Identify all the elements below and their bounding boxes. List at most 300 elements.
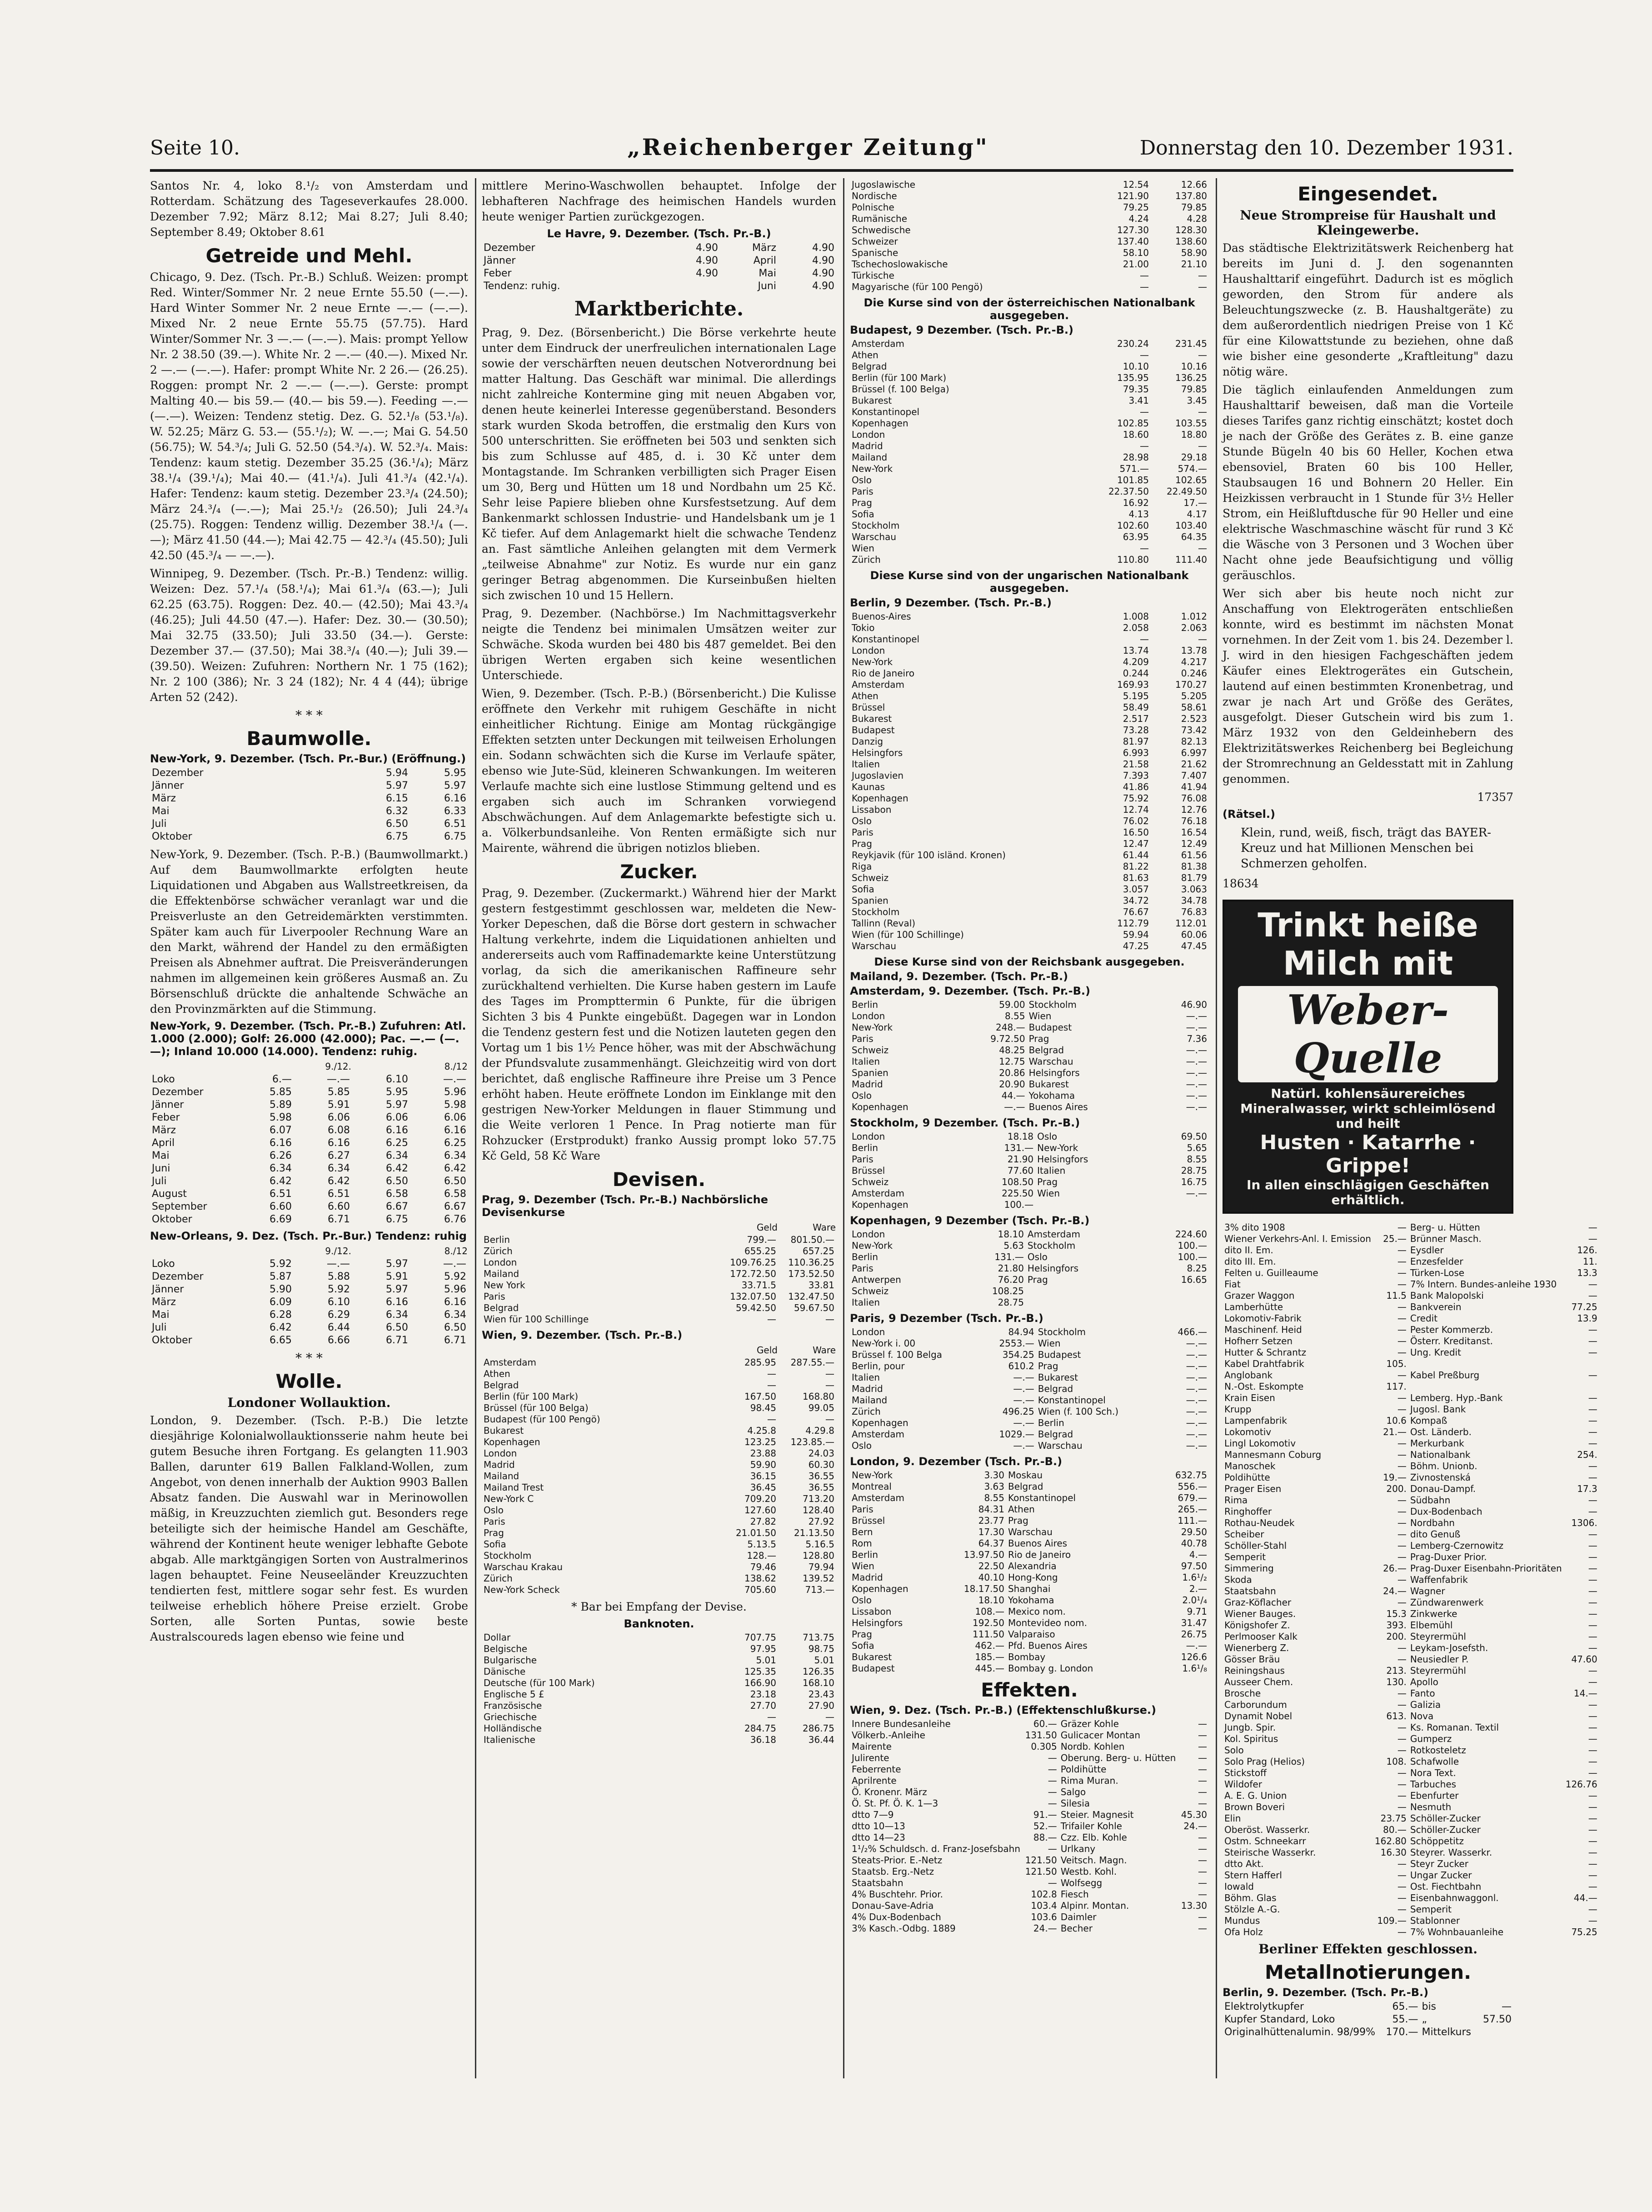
table-row <box>1223 1347 1599 1358</box>
table-cell <box>662 280 720 293</box>
table-cell: — <box>1588 1642 1597 1653</box>
table-cell: 6.71 <box>386 1335 408 1346</box>
table-cell: Rio de Janeiro <box>1008 1549 1071 1560</box>
table-cell: — <box>1048 1798 1057 1809</box>
top-rates-table <box>850 179 1209 293</box>
table-row <box>1223 1847 1599 1858</box>
table-cell: 132.07.50 <box>730 1291 776 1302</box>
table-cell: 6.42 <box>386 1163 408 1174</box>
table-cell: Berlin <box>852 1251 878 1262</box>
table-cell: Steats-Prior. E.-Netz <box>852 1855 943 1866</box>
table-cell: 102.60 <box>1117 520 1149 531</box>
table-cell: 17.— <box>1183 497 1207 508</box>
table-cell: Rotkosteletz <box>1410 1745 1466 1756</box>
table-row <box>1223 1301 1599 1313</box>
table-cell: — <box>1397 1529 1407 1540</box>
table-cell: 16.30 <box>1380 1847 1407 1858</box>
table-cell: Brüssel (für 100 Belga) <box>484 1402 589 1413</box>
table-row <box>850 247 1209 259</box>
table-row <box>850 486 1209 497</box>
table-cell: 5.13.5 <box>747 1539 776 1550</box>
table-cell: 81.63 <box>1123 872 1149 883</box>
table-cell: 6.993 <box>1123 747 1149 758</box>
table-cell: 632.75 <box>1175 1470 1207 1481</box>
table-cell: Mairente <box>852 1741 892 1752</box>
table-cell: 16.75 <box>1181 1176 1207 1187</box>
table-cell: 6.66 <box>328 1335 350 1346</box>
havre-head: Le Havre, 9. Dezember. (Tsch. Pr.-B.) <box>547 227 771 240</box>
table-cell: 6.997 <box>1181 747 1207 758</box>
table-cell: 445.— <box>975 1663 1004 1674</box>
table-cell: Alexandria <box>1008 1561 1057 1571</box>
table-row <box>150 792 468 805</box>
table-cell: 6.08 <box>328 1125 350 1136</box>
table-cell: 705.60 <box>744 1584 776 1595</box>
table-row <box>150 1201 468 1213</box>
table-row <box>1223 1870 1599 1881</box>
table-cell: Feber <box>484 268 512 279</box>
table-cell: Wien <box>1037 1188 1060 1199</box>
table-cell: Wien <box>852 1561 874 1571</box>
table-cell: 80.— <box>1383 1824 1407 1835</box>
table-cell: Kopenhagen <box>852 1583 908 1594</box>
table-cell: 6.50 <box>386 818 408 830</box>
table-cell: 110.80 <box>1117 554 1149 565</box>
table-cell: — <box>1588 1279 1597 1290</box>
table-cell: Belgrad <box>1038 1383 1073 1394</box>
table-cell: New York <box>484 1280 525 1291</box>
table-cell: Buenos Aires <box>1028 1101 1088 1112</box>
table-cell: 713.20 <box>803 1493 834 1504</box>
table-cell: 4% Dux-Bodenbach <box>852 1912 941 1922</box>
table-cell: 5.87 <box>270 1271 292 1282</box>
table-cell: Berg- u. Hütten <box>1410 1222 1480 1233</box>
table-cell: 5.97 <box>386 1258 408 1270</box>
table-cell: 12.76 <box>1181 804 1207 815</box>
table-cell: 21.90 <box>1007 1154 1034 1165</box>
table-row <box>850 1090 1209 1101</box>
prag-afterhours: Prag, 9. Dezember. (Nachbörse.) Im Nachmittagsverkehr neigte die Tendenz bei minimalen Umsätzen weiter zur Schwäche. Skoda wurden bei 480 bis 487 gemeldet. Bei den übrigen Werten ergaben sich keine wesentlichen Unterschiede. <box>482 607 836 682</box>
table-cell: 15.3 <box>1386 1608 1407 1619</box>
table-row <box>482 1573 836 1584</box>
table-row <box>482 1234 836 1246</box>
table-cell: 393. <box>1386 1620 1407 1631</box>
table-row <box>850 1798 1209 1809</box>
metal-heading: Metallnotierungen. <box>1264 1961 1472 1983</box>
column-1 <box>150 178 468 2087</box>
table-cell: Perlmooser Kalk <box>1224 1631 1298 1642</box>
strom-p3: Wer sich aber bis heute noch nicht zur Anschaffung von Elektrogeräten entschließen konnte, wird es bestimmt im nächsten Monat vornehmen. In der Zeit vom 1. bis 24. Dezember l. J. wird in den hiesigen Fachgeschäften jedem Käufer eines Elektrogerätes ein Gutschein, lautend auf einen bestimmten Kronenbetrag, und zwar je nach Art und Größe des Gerätes, ausgefolgt. Dieser Gutschein wird bis zum 1. März 1932 von den Geldeinhebern des Elektrizitätswerkes Reichenberg bei Begleichung der Stromrechnung an Geldesstatt mit in Zahlung genommen. <box>1223 587 1513 786</box>
table-row <box>1223 1529 1599 1540</box>
table-cell: 21.58 <box>1123 759 1149 770</box>
table-row <box>1223 1688 1599 1699</box>
table-cell: April <box>152 1137 175 1149</box>
table-row <box>1223 1540 1599 1551</box>
table-row <box>1223 1290 1599 1301</box>
table-row <box>150 1271 468 1283</box>
table-row <box>850 1045 1209 1056</box>
table-cell: Österr. Kreditanst. <box>1410 1336 1493 1346</box>
table-row <box>850 941 1209 952</box>
column-divider <box>475 178 476 2078</box>
table-row <box>150 1258 468 1271</box>
table-cell: 79.46 <box>750 1561 776 1572</box>
table-row <box>482 1268 836 1280</box>
table-cell: Jungb. Spir. <box>1224 1722 1276 1733</box>
table-cell: — <box>1588 1495 1597 1506</box>
table-cell: — <box>1198 1843 1207 1854</box>
table-cell: Mailand <box>484 1268 519 1279</box>
table-cell: Ebenfurter <box>1410 1790 1459 1801</box>
table-cell: — <box>1588 1608 1597 1619</box>
ad-line: Husten · Katarrhe · Grippe! <box>1260 1131 1476 1177</box>
ad-number: 18634 <box>1223 877 1259 890</box>
table-row <box>150 1073 468 1086</box>
table-cell: 103.55 <box>1175 418 1207 429</box>
table-cell: 47.60 <box>1571 1654 1597 1665</box>
table-cell: Tarbuches <box>1410 1779 1457 1790</box>
table-cell: London <box>852 645 885 656</box>
table-row <box>150 1296 468 1309</box>
table-cell: 44.— <box>1573 1892 1597 1903</box>
table-cell: Brüssel <box>852 702 885 713</box>
table-cell: Bukarest <box>852 713 892 724</box>
table-row <box>482 1643 836 1655</box>
table-cell: Bukarest <box>1028 1079 1069 1090</box>
table-cell: Loko <box>152 1258 175 1270</box>
table-cell: 6.42 <box>328 1176 350 1187</box>
table-cell: 6.10 <box>386 1074 408 1085</box>
table-cell: Gumperz <box>1410 1733 1452 1744</box>
table-cell: — <box>1397 1506 1407 1517</box>
table-cell: 79.94 <box>808 1561 834 1572</box>
table-cell: — <box>1397 1722 1407 1733</box>
table-cell: — <box>1140 406 1149 417</box>
table-row <box>850 1912 1209 1923</box>
table-cell: 200. <box>1386 1483 1407 1494</box>
table-cell: Zürich <box>484 1246 513 1256</box>
table-cell: 100.— <box>1004 1199 1034 1210</box>
table-cell: Schöller-Stahl <box>1224 1540 1287 1551</box>
table-cell: 248.— <box>996 1022 1025 1033</box>
table-cell: 40.78 <box>1181 1538 1207 1549</box>
table-cell: Belgrad <box>1028 1045 1064 1056</box>
table-row <box>850 622 1209 634</box>
metal-head: Berlin, 9. Dezember. (Tsch. Pr.-B.) <box>1223 1986 1429 1999</box>
table-cell: — <box>1588 1813 1597 1824</box>
table-cell: Jänner <box>152 1099 184 1111</box>
table-cell: 13.30 <box>1181 1900 1207 1911</box>
table-cell: Magyarische (für 100 Pengö) <box>852 281 983 292</box>
table-cell: — <box>1198 1877 1207 1888</box>
table-cell: August <box>152 1188 187 1200</box>
table-cell: 5.97 <box>386 1099 408 1111</box>
table-cell: 7.36 <box>1187 1033 1207 1044</box>
table-cell: London <box>484 1257 517 1268</box>
table-cell: —.— <box>1186 1372 1207 1383</box>
table-cell: —.— <box>1186 1640 1207 1651</box>
strom-p1: Das städtische Elektrizitätswerk Reichenberg hat bereits im Juni d. J. den sogenannten Haushalttarif eingeführt. Dadurch ist es möglich geworden, den Strom für andere als Beleuchtungszwecke (z. B. Haushaltgeräte) zu dem außerordentlich niedrigen Preise von 1 Kč für eine Kilowattstunde zu beziehen, ohne daß wie bisher eine gesonderte „Kraftleitung" dazu nötig wäre. <box>1223 241 1513 378</box>
table-cell: — <box>1397 1745 1407 1756</box>
table-cell: 254. <box>1577 1449 1597 1460</box>
table-row <box>850 1651 1209 1663</box>
table-cell: Wien (f. 100 Sch.) <box>1038 1406 1119 1417</box>
effekten-heading: Effekten. <box>981 1679 1078 1701</box>
table-row <box>850 1067 1209 1079</box>
table-cell: 139.52 <box>803 1573 834 1584</box>
table-cell: Zinkwerke <box>1410 1608 1457 1619</box>
table-cell: — <box>1198 1855 1207 1866</box>
table-cell: 81.97 <box>1123 736 1149 747</box>
ny2-head: New-York, 9. Dezember. (Tsch. Pr.-B.) Zufuhren: Atl. 1.000 (2.000); Golf: 26.000 (42.000); Pac. —.— (—.—); Inland 10.000 (14.000). Tendenz: ruhig. <box>150 1020 466 1058</box>
table-cell: Bombay g. London <box>1008 1663 1093 1674</box>
table-row <box>150 818 468 831</box>
bud-table <box>850 338 1209 566</box>
table-cell: — <box>1397 1892 1407 1903</box>
table-cell: Konstantinopel <box>1038 1395 1106 1406</box>
masthead: „Reichenberger Zeitung" <box>627 134 989 160</box>
table-cell: Mittelkurs <box>1422 2027 1471 2038</box>
table-cell: Kabel Drahtfabrik <box>1224 1358 1304 1369</box>
table-cell: Fanto <box>1410 1688 1435 1699</box>
table-cell: 47.45 <box>1181 941 1207 951</box>
table-cell: Nordbahn <box>1410 1517 1455 1528</box>
table-row <box>850 759 1209 770</box>
table-cell: — <box>1140 350 1149 360</box>
table-cell: Kol. Spiritus <box>1224 1733 1278 1744</box>
column-4 <box>1223 178 1597 2087</box>
table-cell: Spanische <box>852 247 898 258</box>
ad-line: Natürl. kohlensäurereiches Mineralwasser, wirkt schleimlösend und heilt <box>1240 1086 1496 1131</box>
table-cell: — <box>1198 634 1207 645</box>
table-cell: — <box>1588 1870 1597 1881</box>
table-cell: Prag-Duxer Eisenbahn-Prioritäten <box>1410 1563 1562 1574</box>
table-cell: 168.10 <box>803 1677 834 1688</box>
table-cell: A. E. G. Union <box>1224 1790 1287 1801</box>
table-cell: — <box>1198 1787 1207 1797</box>
table-cell: 5.92 <box>328 1284 350 1295</box>
table-cell: Amsterdam <box>852 1492 905 1503</box>
table-cell: Moskau <box>1008 1470 1043 1481</box>
table-row <box>850 634 1209 645</box>
table-cell: Wienerberg Z. <box>1224 1642 1289 1653</box>
table-cell: 3% dito 1908 <box>1224 1222 1285 1233</box>
table-cell: — <box>1588 1745 1597 1756</box>
page-header <box>150 136 1513 168</box>
table-cell: 4.24 <box>1128 213 1149 224</box>
table-row <box>150 1334 468 1347</box>
table-cell: 101.85 <box>1117 475 1149 485</box>
table-cell: 167.50 <box>744 1391 776 1402</box>
table-cell: — <box>1198 406 1207 417</box>
table-cell: 231.45 <box>1175 338 1207 349</box>
table-cell: 801.50.— <box>790 1234 834 1245</box>
table-cell: 19.— <box>1383 1472 1407 1483</box>
ny2-table <box>150 1060 468 1226</box>
table-cell: — <box>1588 1404 1597 1415</box>
table-cell: 8.25 <box>1187 1263 1207 1274</box>
table-cell: 613. <box>1386 1711 1407 1722</box>
table-cell: — <box>767 1712 776 1722</box>
table-cell: — <box>1198 350 1207 360</box>
table-cell: 82.13 <box>1181 736 1207 747</box>
table-row <box>482 242 836 255</box>
table-cell: 18.10 <box>998 1229 1024 1240</box>
table-cell: —.— <box>1186 1090 1207 1101</box>
table-cell: Elin <box>1224 1813 1241 1824</box>
table-cell: 3.063 <box>1181 884 1207 895</box>
table-cell: Dux-Bodenbach <box>1410 1506 1482 1517</box>
ny-cotton-report: New-York, 9. Dezember. (Tsch. P.-B.) (Baumwollmarkt.) Auf dem Baumwollmarkte erfolgten heute Liquidationen und Abgaben aus Wallstreetkreisen, da die Effektenbörse schwächer veranlagt war und die Preisverluste an den Getreidemärkten verstimmten. Später kam auch für Liverpooler Rechnung Ware an den Markt, während der Handel zu den ermäßigten Preisen als Abnehmer auftrat. Die Preisveränderungen nahmen im allgemeinen kein größeres Ausmaß an. Zu Börsenschluß drückte die anhaltende Schwäche an den Provinzmärkten auf die Stimmung. <box>150 848 468 1016</box>
table-row <box>850 1821 1209 1832</box>
table-cell: — <box>1397 1597 1407 1608</box>
table-row <box>482 1357 836 1368</box>
table-cell: Völkerb.-Anleihe <box>852 1730 925 1741</box>
table-cell: — <box>1397 1551 1407 1562</box>
table-cell: 2.058 <box>1123 622 1149 633</box>
table-cell: 16.54 <box>1181 827 1207 838</box>
table-cell: 132.47.50 <box>788 1291 834 1302</box>
table-cell: Italien <box>1037 1165 1066 1176</box>
table-cell: 6.51 <box>444 818 466 830</box>
table-row <box>1223 1574 1599 1586</box>
ad-logo: Weber-Quelle <box>1238 986 1498 1082</box>
table-cell: Belgrad <box>484 1302 519 1313</box>
table-cell: London <box>484 1448 517 1459</box>
table-cell: Lingl Lokomotiv <box>1224 1438 1296 1449</box>
table-cell: — <box>1198 440 1207 451</box>
table-row <box>1223 1733 1599 1745</box>
table-cell: 3% Kasch.-Odbg. 1889 <box>852 1923 956 1934</box>
table-cell: 64.37 <box>978 1538 1004 1549</box>
table-row <box>482 1700 836 1712</box>
table-cell: — <box>1588 1438 1597 1449</box>
table-cell: — <box>1140 270 1149 281</box>
table-cell: N.-Ost. Eskompte <box>1224 1381 1304 1392</box>
table-cell: 126. <box>1577 1245 1597 1256</box>
table-cell: 6.42 <box>444 1163 466 1174</box>
table-cell: 200. <box>1386 1631 1407 1642</box>
table-cell: —.— <box>1186 1022 1207 1033</box>
table-row <box>850 1406 1209 1417</box>
table-cell: 130. <box>1386 1677 1407 1687</box>
table-cell: 36.15 <box>750 1471 776 1481</box>
table-row <box>850 236 1209 247</box>
table-row <box>1223 1358 1599 1370</box>
table-cell: 6.75 <box>444 831 466 842</box>
table-row <box>1223 1324 1599 1336</box>
table-cell: 679.— <box>1178 1492 1207 1503</box>
table-cell: —.— <box>1186 1361 1207 1371</box>
table-cell: Originalhüttenalumin. 98/99% <box>1224 2027 1376 2038</box>
table-row <box>1223 1392 1599 1404</box>
table-cell: 29.50 <box>1181 1526 1207 1537</box>
table-cell: —.— <box>1186 1417 1207 1428</box>
table-cell: 6.58 <box>444 1188 466 1200</box>
table-cell: Stockholm <box>852 906 900 917</box>
table-cell: 12.75 <box>999 1056 1025 1067</box>
table-cell: Wiener Verkehrs-Anl. I. Emission <box>1224 1233 1371 1244</box>
table-cell: Paris <box>484 1516 505 1527</box>
table-cell: 6.76 <box>444 1214 466 1225</box>
table-cell: 76.18 <box>1181 816 1207 826</box>
table-row <box>482 1505 836 1516</box>
table-cell: 47.25 <box>1123 941 1149 951</box>
table-cell: — <box>1397 1870 1407 1881</box>
table-row <box>850 1606 1209 1617</box>
table-cell: Bulgarische <box>484 1655 537 1666</box>
table-row <box>482 1436 836 1448</box>
table-cell: 13.9 <box>1577 1313 1597 1324</box>
table-cell: Ausseer Chem. <box>1224 1677 1293 1687</box>
table-cell: 7% Wohnbauanleihe <box>1410 1927 1504 1937</box>
table-cell: Paris <box>852 1504 873 1515</box>
mil-head: Mailand, 9. Dezember. (Tsch. Pr.-B.) <box>850 970 1068 983</box>
table-cell: 2.0¹/₄ <box>1182 1595 1207 1606</box>
table-cell: Belgrad <box>852 361 887 372</box>
table-cell: —.— <box>1186 1045 1207 1056</box>
table-row <box>850 452 1209 463</box>
eff-head: Wien, 9. Dez. (Tsch. Pr.-B.) (Effektenschlußkurse.) <box>850 1704 1156 1717</box>
table-cell: 3.63 <box>984 1481 1004 1492</box>
table-cell: Wien <box>852 543 874 554</box>
ad-line: In allen einschlägigen Geschäften erhältlich. <box>1247 1177 1489 1207</box>
coffee-intro: Santos Nr. 4, loko 8.¹/₂ von Amsterdam und Rotterdam. Schätzung des Tageseverkaufes 28.000. Dezember 7.92; März 8.12; Mai 8.27; Juli 8.40; September 8.49; Oktober 8.61 <box>150 179 468 239</box>
table-cell: — <box>1397 1904 1407 1915</box>
table-cell: Deutsche (für 100 Mark) <box>484 1677 595 1688</box>
table-row <box>1223 1370 1599 1381</box>
table-cell: Antwerpen <box>852 1274 901 1285</box>
table-cell: 162.80 <box>1374 1836 1407 1847</box>
table-cell: — <box>1397 1517 1407 1528</box>
table-cell: 6.34 <box>444 1309 466 1321</box>
table-row <box>482 1414 836 1425</box>
table-cell: 5.98 <box>444 1099 466 1111</box>
table-cell: Wolfsegg <box>1060 1877 1103 1888</box>
bud-head: Budapest, 9 Dezember. (Tsch. Pr.-B.) <box>850 324 1073 336</box>
table-cell: 26.75 <box>1181 1629 1207 1640</box>
table-cell: Helsingfors <box>852 1617 903 1628</box>
table-cell: Steier. Magnesit <box>1060 1809 1134 1820</box>
table-cell: — <box>1588 1347 1597 1358</box>
table-cell: Kopenhagen <box>852 1417 908 1428</box>
table-row <box>850 929 1209 941</box>
table-cell: 76.67 <box>1123 906 1149 917</box>
table-cell: 76.83 <box>1181 906 1207 917</box>
table-row <box>850 1572 1209 1583</box>
table-cell: —.— <box>1186 1406 1207 1417</box>
table-cell: New-York <box>852 656 893 667</box>
table-cell: 108. <box>1386 1756 1407 1767</box>
table-cell: 6.28 <box>270 1309 292 1321</box>
table-cell: — <box>1397 1642 1407 1653</box>
table-row <box>482 1402 836 1414</box>
table-cell: Prag <box>1028 1033 1049 1044</box>
table-row <box>850 747 1209 759</box>
table-cell: 108.25 <box>992 1286 1024 1296</box>
table-cell: — <box>1048 1775 1057 1786</box>
table-cell: 6.71 <box>328 1214 350 1225</box>
table-cell: Ringhoffer <box>1224 1506 1272 1517</box>
table-cell: —.— <box>1186 1079 1207 1090</box>
table-cell: 60.06 <box>1181 929 1207 940</box>
table-row <box>150 1162 468 1175</box>
table-cell: Juni <box>758 280 776 292</box>
table-cell: — <box>1198 281 1207 292</box>
table-cell: — <box>1397 1404 1407 1415</box>
table-cell: 103.4 <box>1031 1900 1057 1911</box>
table-cell: Sofia <box>852 509 874 520</box>
